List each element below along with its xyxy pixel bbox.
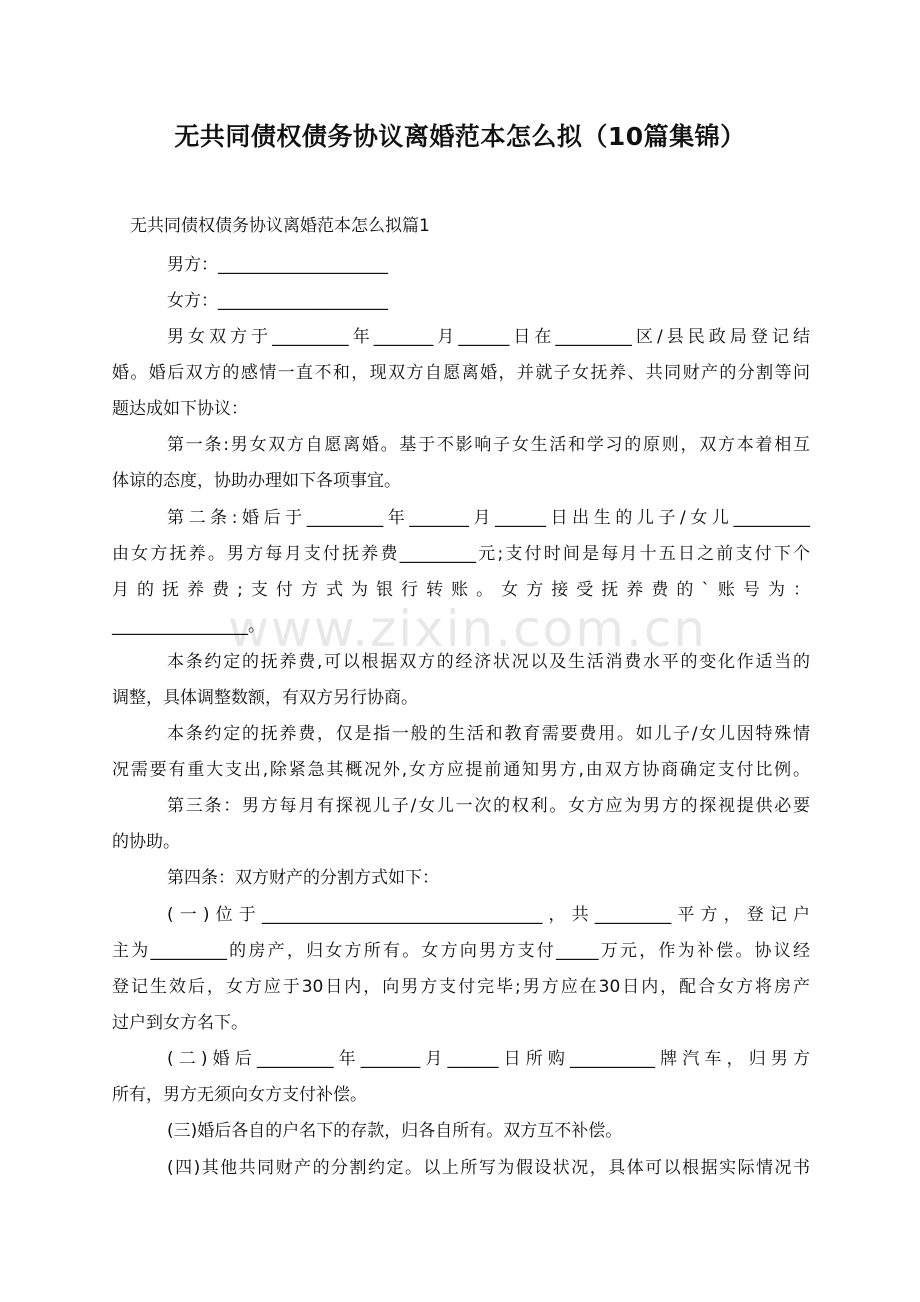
paragraph-line: (四)其他共同财产的分割约定。以上所写为假设状况，具体可以根据实际情况书	[167, 1158, 810, 1178]
paragraph-line: 第一条:男女双方自愿离婚。基于不影响子女生活和学习的原则，双方本着相互	[167, 435, 810, 455]
paragraph-line: 月的抚养费;支付方式为银行转账。女方接受抚养费的`账号为：	[112, 580, 810, 600]
section-heading: 无共同债权债务协议离婚范本怎么拟篇1	[130, 216, 430, 236]
paragraph-line: 本条约定的抚养费,可以根据双方的经济状况以及生活消费水平的变化作适当的	[167, 652, 810, 672]
husband-line: 男方：____________________	[167, 255, 388, 275]
paragraph-line: 第四条：双方财产的分割方式如下：	[167, 868, 439, 888]
watermark: www.zixin.com.cn	[228, 600, 708, 658]
document-title: 无共同债权债务协议离婚范本怎么拟（10篇集锦）	[174, 122, 746, 151]
paragraph-line: (一)位于_________________________________，共_________平方，登记户	[167, 905, 810, 925]
wife-line: 女方：____________________	[167, 291, 388, 311]
paragraph-line: 主为_________的房产，归女方所有。女方向男方支付_____万元，作为补偿。协议经	[112, 941, 810, 961]
paragraph-line: 第三条：男方每月有探视儿子/女儿一次的权利。女方应为男方的探视提供必要	[167, 796, 810, 816]
paragraph-line: 婚。婚后双方的感情一直不和，现双方自愿离婚，并就子女抚养、共同财产的分割等问	[112, 363, 810, 383]
paragraph-line: ________________。	[112, 616, 265, 636]
paragraph-line: 本条约定的抚养费，仅是指一般的生活和教育需要费用。如儿子/女儿因特殊情	[167, 724, 810, 744]
paragraph-line: 男女双方于_________年_______月______日在_________区/县民政局登记结	[167, 327, 810, 347]
paragraph-line: 过户到女方名下。	[112, 1013, 248, 1033]
paragraph-line: 体谅的态度，协助办理如下各项事宜。	[112, 471, 401, 491]
paragraph-line: (三)婚后各自的户名下的存款，归各自所有。双方互不补偿。	[167, 1121, 623, 1141]
paragraph-line: 的协助。	[112, 832, 180, 852]
paragraph-line: 第二条:婚后于_________年_______月______日出生的儿子/女儿_________	[167, 508, 810, 528]
paragraph-line: 况需要有重大支出,除紧急其概况外,女方应提前通知男方,由双方协商确定支付比例。	[112, 760, 810, 780]
paragraph-line: 由女方抚养。男方每月支付抚养费_________元;支付时间是每月十五日之前支付下个	[112, 544, 810, 564]
paragraph-line: 调整，具体调整数额，有双方另行协商。	[112, 688, 418, 708]
paragraph-line: (二)婚后_________年_______月______日所购__________牌汽车，归男方	[167, 1049, 810, 1069]
paragraph-line: 所有，男方无须向女方支付补偿。	[112, 1085, 367, 1105]
paragraph-line: 题达成如下协议：	[112, 399, 248, 419]
paragraph-line: 登记生效后，女方应于30日内，向男方支付完毕;男方应在30日内，配合女方将房产	[112, 977, 810, 997]
